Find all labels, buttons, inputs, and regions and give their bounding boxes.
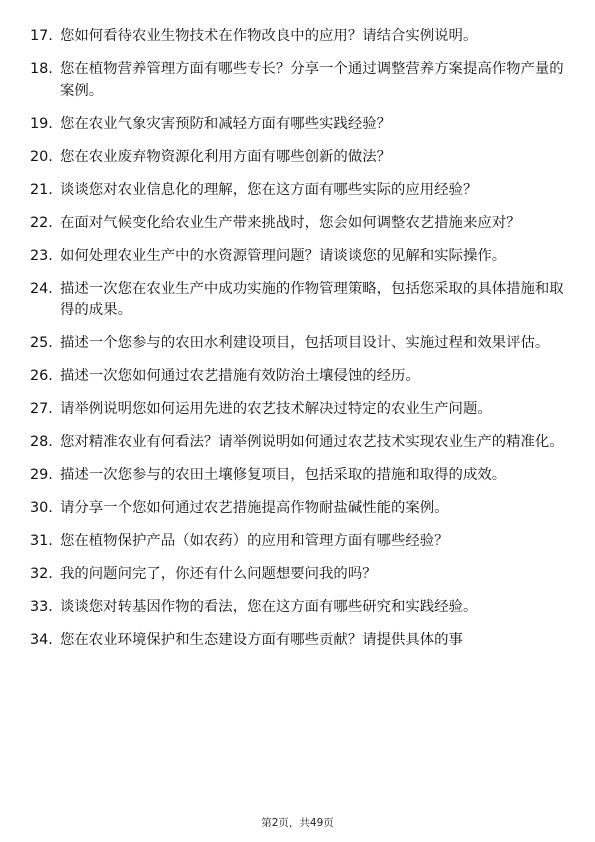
question-number: 32. <box>30 566 53 582</box>
question-number: 23. <box>30 247 53 264</box>
question-item <box>30 180 565 202</box>
question-text: 您在植物保护产品（如农药）的应用和管理方面有哪些经验？ <box>60 533 449 549</box>
question-number: 25. <box>30 335 53 351</box>
question-number: 24. <box>30 280 53 297</box>
question-item <box>30 597 565 619</box>
question-text: 如何处理农业生产中的水资源管理问题？请谈谈您的见解和实际操作。 <box>60 247 507 264</box>
question-number: 28. <box>30 434 53 450</box>
question-number: 34. <box>30 632 53 648</box>
question-number: 21. <box>30 181 53 198</box>
question-number: 27. <box>30 401 53 417</box>
question-item <box>30 279 565 322</box>
question-item <box>30 246 565 268</box>
question-text: 描述一次您如何通过农艺措施有效防治土壤侵蚀的经历。 <box>60 368 420 384</box>
question-text: 我的问题问完了，你还有什么问题想要问我的吗？ <box>60 566 377 582</box>
question-list <box>30 26 565 663</box>
question-number: 30. <box>30 500 53 516</box>
question-item <box>30 213 565 235</box>
question-item <box>30 564 565 586</box>
question-item <box>30 147 565 169</box>
question-text: 请举例说明您如何运用先进的农艺技术解决过特定的农业生产问题。 <box>60 401 492 417</box>
question-number: 18. <box>30 61 53 77</box>
question-number: 26. <box>30 368 53 384</box>
question-text: 谈谈您对农业信息化的理解，您在这方面有哪些实际的应用经验？ <box>60 181 478 198</box>
question-number: 20. <box>30 148 53 165</box>
question-text: 您对精准农业有何看法？请举例说明如何通过农艺技术实现农业生产的精准化。 <box>60 434 564 450</box>
question-text: 请分享一个您如何通过农艺措施提高作物耐盐碱性能的案例。 <box>60 500 449 516</box>
question-number: 31. <box>30 533 53 549</box>
question-text: 您在农业环境保护和生态建设方面有哪些贡献？请提供具体的事 <box>60 632 463 648</box>
question-text: 您在农业气象灾害预防和减轻方面有哪些实践经验？ <box>60 115 391 132</box>
question-text: 描述一个您参与的农田水利建设项目，包括项目设计、实施过程和效果评估。 <box>60 335 550 351</box>
question-item <box>30 114 565 136</box>
question-text: 您如何看待农业生物技术在作物改良中的应用？请结合实例说明。 <box>60 28 478 44</box>
question-text: 您在农业废弃物资源化利用方面有哪些创新的做法？ <box>60 148 391 165</box>
question-item <box>30 59 565 102</box>
question-text: 描述一次您参与的农田土壤修复项目，包括采取的措施和取得的成效。 <box>60 467 507 483</box>
question-item <box>30 465 565 487</box>
question-text: 在面对气候变化给农业生产带来挑战时，您会如何调整农艺措施来应对？ <box>60 214 521 231</box>
question-item <box>30 531 565 553</box>
question-number: 17. <box>30 28 53 44</box>
question-number: 33. <box>30 599 53 615</box>
question-text: 您在植物营养管理方面有哪些专长？分享一个通过调整营养方案提高作物产量的案例。 <box>60 61 564 99</box>
question-item <box>30 366 565 388</box>
question-number: 29. <box>30 467 53 483</box>
question-number: 19. <box>30 115 53 132</box>
question-number: 22. <box>30 214 53 231</box>
question-item <box>30 399 565 421</box>
question-text: 谈谈您对转基因作物的看法，您在这方面有哪些研究和实践经验。 <box>60 599 478 615</box>
question-item <box>30 630 565 652</box>
page-footer: 第2页，共49页 <box>261 817 334 829</box>
question-item <box>30 432 565 454</box>
question-item <box>30 26 565 48</box>
question-item <box>30 333 565 355</box>
question-text: 描述一次您在农业生产中成功实施的作物管理策略，包括您采取的具体措施和取得的成果。 <box>60 280 564 318</box>
question-item <box>30 498 565 520</box>
